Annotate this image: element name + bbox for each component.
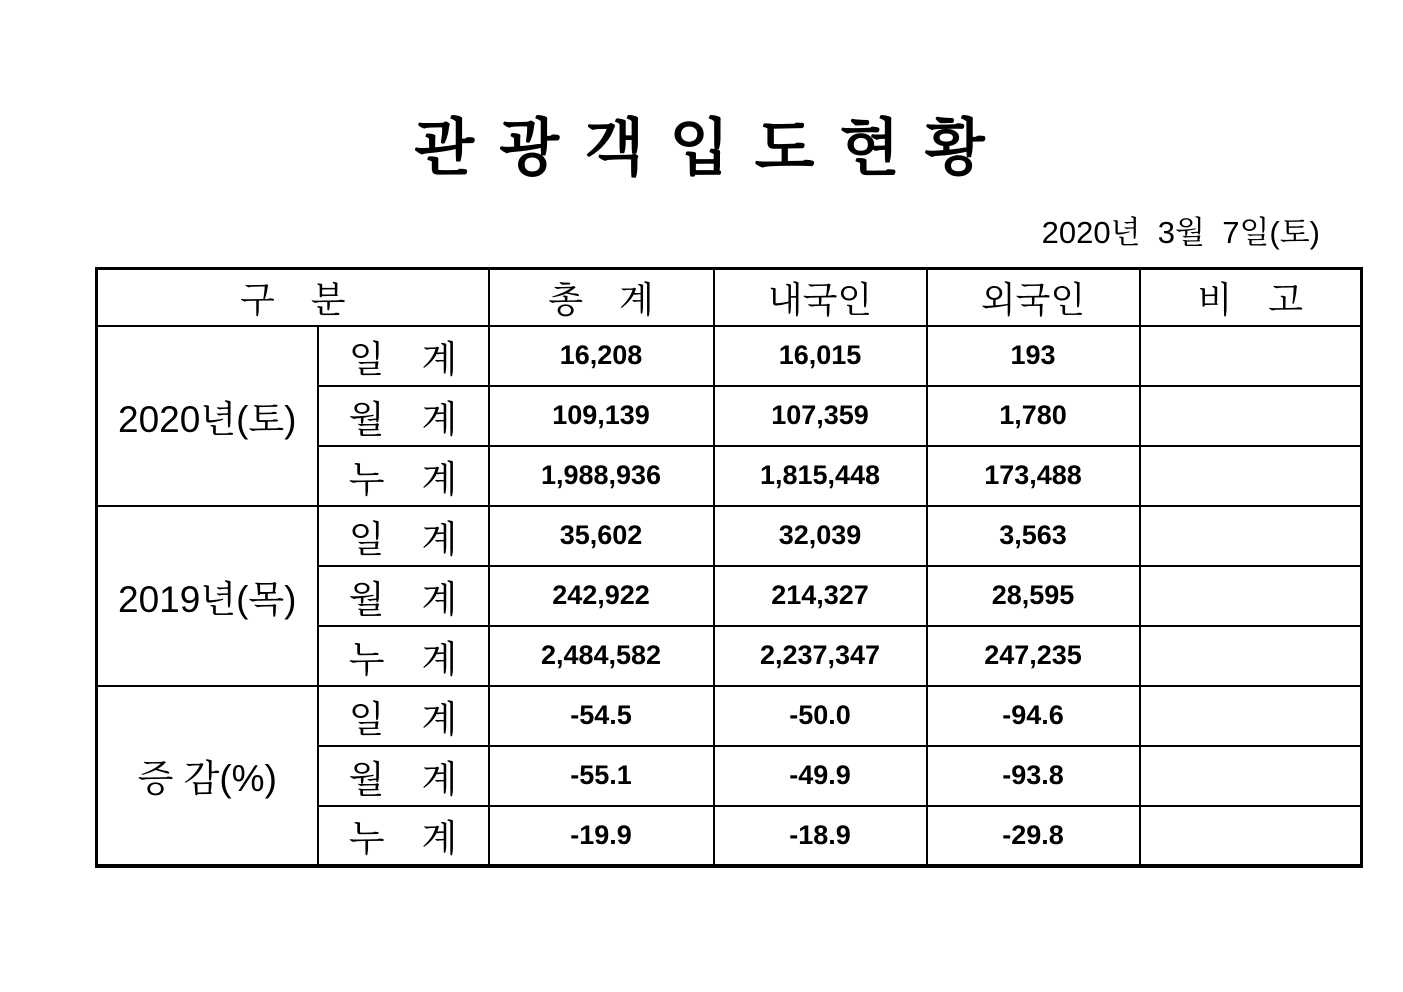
cell-foreign: -29.8 (927, 806, 1140, 866)
cell-domestic: -49.9 (714, 746, 927, 806)
cell-foreign: 173,488 (927, 446, 1140, 506)
table-row (97, 326, 1362, 386)
cell-remarks (1140, 806, 1362, 866)
cell-domestic: 16,015 (714, 326, 927, 386)
page-title: 관 광 객 입 도 현 황 (414, 114, 989, 183)
cell-foreign: 247,235 (927, 626, 1140, 686)
cell-domestic: -18.9 (714, 806, 927, 866)
table-row (97, 686, 1362, 746)
cell-total: 242,922 (489, 566, 714, 626)
table-row (97, 506, 1362, 566)
cell-total: -55.1 (489, 746, 714, 806)
cell-remarks (1140, 746, 1362, 806)
cell-remarks (1140, 566, 1362, 626)
cell-domestic: -50.0 (714, 686, 927, 746)
cell-domestic: 107,359 (714, 386, 927, 446)
period-label: 누 계 (318, 806, 489, 866)
period-label: 월 계 (318, 566, 489, 626)
cell-domestic: 1,815,448 (714, 446, 927, 506)
period-label: 월 계 (318, 746, 489, 806)
cell-total: 35,602 (489, 506, 714, 566)
report-date: 2020년 3월 7일(토) (1041, 215, 1320, 250)
cell-foreign: 1,780 (927, 386, 1140, 446)
cell-domestic: 32,039 (714, 506, 927, 566)
group-label-2019: 2019년(목) (97, 506, 318, 686)
cell-total: 1,988,936 (489, 446, 714, 506)
cell-foreign: -93.8 (927, 746, 1140, 806)
group-label-change: 증 감(%) (97, 686, 318, 866)
cell-foreign: -94.6 (927, 686, 1140, 746)
period-label: 누 계 (318, 626, 489, 686)
period-label: 일 계 (318, 506, 489, 566)
cell-total: -19.9 (489, 806, 714, 866)
cell-total: 16,208 (489, 326, 714, 386)
cell-total: 109,139 (489, 386, 714, 446)
cell-domestic: 214,327 (714, 566, 927, 626)
header-category: 구 분 (97, 269, 489, 326)
cell-total: 2,484,582 (489, 626, 714, 686)
cell-foreign: 193 (927, 326, 1140, 386)
cell-domestic: 2,237,347 (714, 626, 927, 686)
period-label: 일 계 (318, 326, 489, 386)
tourist-arrival-table (95, 267, 1363, 868)
header-foreign: 외국인 (927, 269, 1140, 326)
header-domestic: 내국인 (714, 269, 927, 326)
header-remarks: 비 고 (1140, 269, 1362, 326)
table-header-row (97, 269, 1362, 326)
cell-foreign: 28,595 (927, 566, 1140, 626)
cell-foreign: 3,563 (927, 506, 1140, 566)
period-label: 누 계 (318, 446, 489, 506)
cell-remarks (1140, 326, 1362, 386)
cell-remarks (1140, 386, 1362, 446)
cell-remarks (1140, 686, 1362, 746)
group-label-2020: 2020년(토) (97, 326, 318, 506)
cell-remarks (1140, 626, 1362, 686)
period-label: 월 계 (318, 386, 489, 446)
cell-remarks (1140, 506, 1362, 566)
cell-total: -54.5 (489, 686, 714, 746)
period-label: 일 계 (318, 686, 489, 746)
cell-remarks (1140, 446, 1362, 506)
header-total: 총 계 (489, 269, 714, 326)
